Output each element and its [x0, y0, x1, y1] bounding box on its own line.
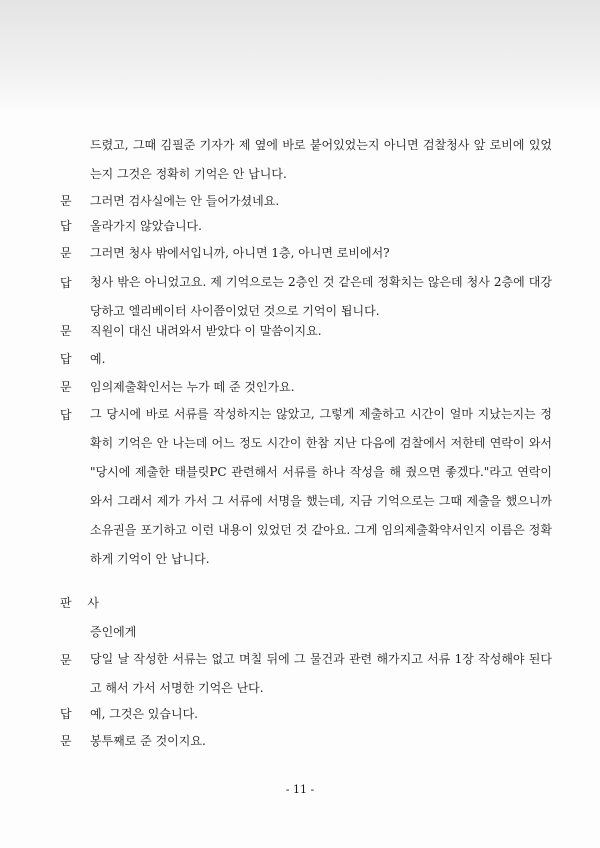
judge-addressee: 증인에게	[90, 625, 137, 639]
page-number: - 11 -	[285, 783, 315, 796]
speaker-label: 문	[60, 653, 72, 667]
entry-text: 예, 그것은 있습니다.	[90, 707, 198, 721]
entry-text: 청사 밖은 아니었고요. 제 기억으로는 2층인 것 같은데 정확치는 않은데 청사 2층에 대강당하고 엘리베이터 사이쯤이었던 것으로 기억이 됩니다.	[90, 275, 552, 318]
entry-text: 그러면 검사실에는 안 들어가셨네요.	[90, 194, 280, 208]
entry-text: 그러면 청사 밖에서입니까, 아니면 1층, 아니면 로비에서?	[90, 246, 390, 260]
entry-text: 직원이 대신 내려와서 받았다 이 말씀이지요.	[90, 324, 322, 338]
entry-text: 그 당시에 바로 서류를 작성하지는 않았고, 그렇게 제출하고 시간이 얼마 지났는지는 정확히 기억은 안 나는데 어느 정도 시간이 한참 지난 다음에 검찰에서 저한테 연락이 와서 "당시에 제출한 태블릿PC 관련해서 서류를 하나 작성을 해 줬으면 좋겠다."라고 연락이 와서 그래서 제가 가서 그 서류에 서명을 했는데, 지금 기억으로는 그때 제출을 했으니까 소유권을 포기하고 이런 내용이 있었던 것 같아요. 그게 임의제출확약서인지 이름은 정확하게 기억이 안 납니다.	[90, 407, 552, 566]
entry-text: 당일 날 작성한 서류는 없고 며칠 뒤에 그 물건과 관련 해가지고 서류 1장 작성해야 된다고 해서 가서 서명한 기억은 난다.	[90, 652, 552, 695]
entry-text: 임의제출확인서는 누가 떼 준 것인가요.	[90, 380, 295, 394]
entry-text: 드렸고, 그때 김필준 기자가 제 옆에 바로 붙어있었는지 아니면 검찰청사 앞 로비에 있었는지 그것은 정확히 기억은 안 납니다.	[90, 138, 552, 181]
speaker-label: 문	[60, 734, 72, 748]
speaker-label: 문	[60, 246, 72, 260]
speaker-label: 답	[60, 276, 72, 290]
speaker-label: 문	[60, 380, 72, 394]
speaker-label: 답	[60, 352, 72, 366]
speaker-label: 답	[60, 219, 72, 233]
speaker-label: 문	[60, 324, 72, 338]
entry-text: 올라가지 않았습니다.	[90, 219, 202, 233]
speaker-label: 문	[60, 194, 72, 208]
speaker-label: 답	[60, 408, 72, 422]
entry-text: 예.	[90, 352, 106, 366]
entry-text: 봉투째로 준 것이지요.	[90, 734, 206, 748]
speaker-label: 답	[60, 707, 72, 721]
judge-heading: 판 사	[60, 596, 105, 610]
scan-shadow	[0, 0, 600, 115]
